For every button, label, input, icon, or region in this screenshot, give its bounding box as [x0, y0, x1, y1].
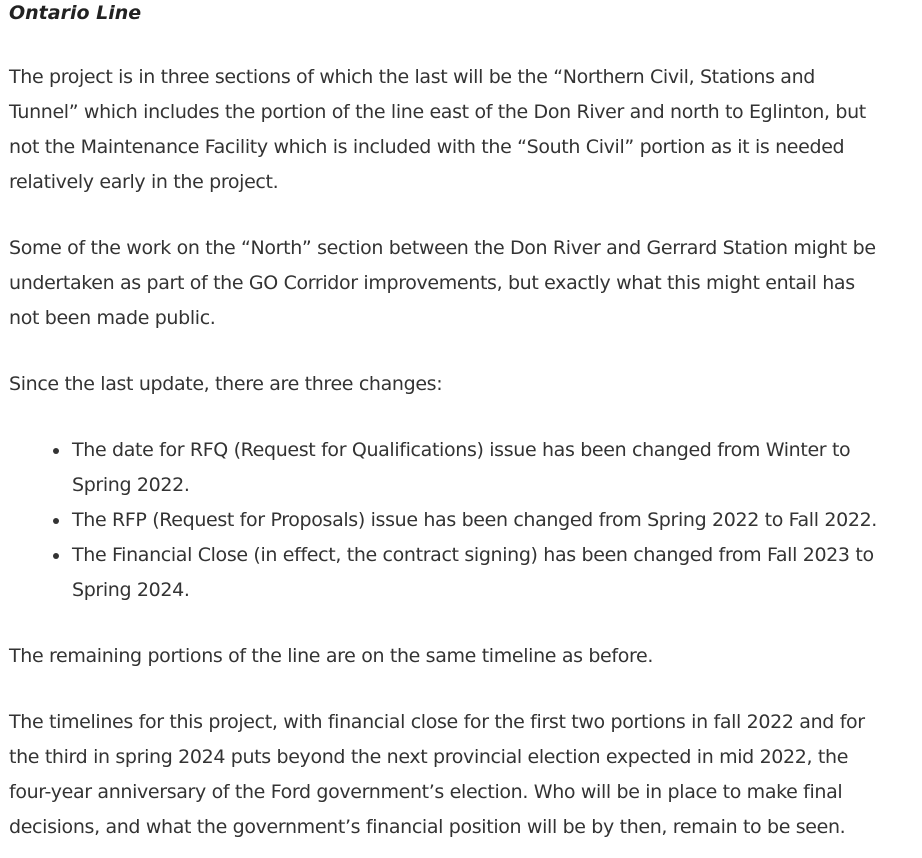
paragraph-line: The project is in three sections of which the last will be the “Northern Civil, Stations and [9, 66, 815, 88]
changes-list [9, 433, 913, 608]
paragraph-line: Since the last update, there are three changes: [9, 373, 443, 395]
paragraph-line: Some of the work on the “North” section between the Don River and Gerrard Station might be [9, 237, 876, 259]
paragraph-line: The timelines for this project, with financial close for the first two portions in fall 2022 and for [9, 711, 865, 733]
list-item-line: The date for RFQ (Request for Qualifications) issue has been changed from Winter to [72, 439, 851, 461]
paragraph-timelines [9, 705, 913, 845]
paragraph-line: not the Maintenance Facility which is included with the “South Civil” portion as it is needed [9, 136, 845, 158]
list-item [9, 538, 913, 608]
list-item-line: Spring 2022. [72, 474, 190, 496]
paragraph-line: four-year anniversary of the Ford government’s election. Who will be in place to make final [9, 781, 843, 803]
list-item-line: The Financial Close (in effect, the contract signing) has been changed from Fall 2023 to [72, 544, 874, 566]
paragraph-sections [9, 60, 913, 200]
paragraph-remaining [9, 639, 913, 674]
paragraph-line: undertaken as part of the GO Corridor improvements, but exactly what this might entail has [9, 272, 855, 294]
paragraph-north-section [9, 231, 913, 336]
paragraph-line: the third in spring 2024 puts beyond the next provincial election expected in mid 2022, the [9, 746, 849, 768]
list-item-line: The RFP (Request for Proposals) issue has been changed from Spring 2022 to Fall 2022. [72, 509, 877, 531]
paragraph-line: Tunnel” which includes the portion of the line east of the Don River and north to Eglinton, but [9, 101, 866, 123]
list-item-line: Spring 2024. [72, 579, 190, 601]
paragraph-line: decisions, and what the government’s financial position will be by then, remain to be seen. [9, 816, 846, 838]
list-item [9, 433, 913, 503]
paragraph-line: not been made public. [9, 307, 216, 329]
paragraph-line: relatively early in the project. [9, 171, 279, 193]
paragraph-line: The remaining portions of the line are on the same timeline as before. [9, 645, 654, 667]
list-item [9, 503, 913, 538]
paragraph-changes-intro [9, 367, 913, 402]
section-heading: Ontario Line [9, 2, 142, 24]
